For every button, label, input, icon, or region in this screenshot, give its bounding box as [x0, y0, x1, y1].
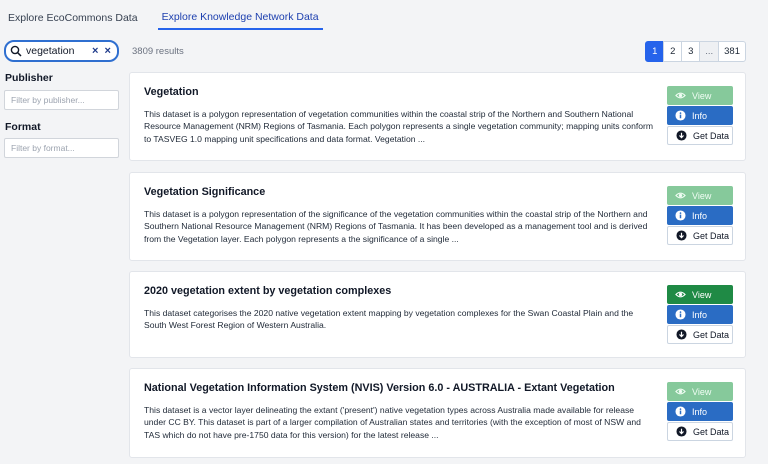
info-icon — [675, 309, 686, 320]
dataset-card — [129, 72, 746, 161]
page-button-2[interactable]: 2 — [663, 41, 682, 62]
download-icon — [676, 426, 687, 437]
download-icon — [676, 130, 687, 141]
get-data-button[interactable] — [667, 325, 733, 344]
dataset-actions — [667, 285, 733, 345]
format-filter-label: Format — [5, 121, 41, 133]
view-button[interactable] — [667, 86, 733, 105]
eye-icon — [675, 386, 686, 397]
eye-icon — [675, 90, 686, 101]
page-button-last[interactable]: 381 — [718, 41, 746, 62]
view-button-label: View — [692, 90, 712, 101]
info-button-label: Info — [692, 210, 708, 221]
view-button[interactable] — [667, 285, 733, 304]
view-button-label: View — [692, 289, 712, 300]
dataset-actions — [667, 186, 733, 246]
search-input[interactable] — [26, 45, 86, 57]
get-data-button[interactable] — [667, 422, 733, 441]
view-button[interactable] — [667, 382, 733, 401]
dataset-title[interactable]: Vegetation — [144, 86, 199, 98]
view-button-label: View — [692, 190, 712, 201]
dataset-title[interactable]: 2020 vegetation extent by vegetation complexes — [144, 285, 392, 297]
page-ellipsis: ... — [699, 41, 719, 62]
dataset-actions — [667, 86, 733, 146]
close-search-icon[interactable]: × — [104, 45, 111, 57]
tab-explore-ecocommons-data[interactable]: Explore EcoCommons Data — [8, 12, 138, 24]
dataset-card — [129, 172, 746, 261]
dataset-description: This dataset is a polygon representation of the significance of the vegetation communities within the coastal strip of the Northern and Southern National Resource Management (NRM) Regions of Tasmania. It has been developed as a management tool and is derived from the Vegetation layer. Each polygon represents a the significance of a single ... — [144, 209, 648, 244]
publisher-filter-input[interactable] — [4, 90, 119, 110]
page-button-3[interactable]: 3 — [681, 41, 700, 62]
dataset-title[interactable]: Vegetation Significance — [144, 186, 266, 198]
search-box — [4, 40, 119, 62]
results-count: 3809 results — [132, 46, 184, 57]
view-button-label: View — [692, 386, 712, 397]
info-button[interactable] — [667, 305, 733, 324]
info-button-label: Info — [692, 309, 708, 320]
publisher-filter-label: Publisher — [5, 72, 53, 84]
data-source-tabs — [0, 0, 768, 30]
get-data-button-label: Get Data — [693, 329, 730, 340]
get-data-button-label: Get Data — [693, 130, 730, 141]
dataset-card — [129, 368, 746, 458]
tab-explore-knowledge-network-data[interactable]: Explore Knowledge Network Data — [158, 11, 323, 30]
info-button[interactable] — [667, 206, 733, 225]
info-icon — [675, 210, 686, 221]
pagination — [646, 41, 746, 62]
eye-icon — [675, 289, 686, 300]
get-data-button-label: Get Data — [693, 426, 730, 437]
get-data-button-label: Get Data — [693, 230, 730, 241]
get-data-button[interactable] — [667, 126, 733, 145]
page-button-1[interactable]: 1 — [645, 41, 664, 62]
search-icon — [10, 45, 22, 57]
download-icon — [676, 230, 687, 241]
info-button[interactable] — [667, 106, 733, 125]
info-button[interactable] — [667, 402, 733, 421]
download-icon — [676, 329, 687, 340]
dataset-card — [129, 271, 746, 358]
dataset-description: This dataset is a polygon representation of vegetation communities within the coastal strip of the Northern and Southern National Resource Management (NRM) Regions of Tasmania. Each polygon represents a single vegetation community; mapping units conform to TASVEG 1.0 mapping unit specifications and data format. Vegetation ... — [144, 109, 654, 144]
clear-search-icon[interactable]: × — [92, 45, 99, 57]
dataset-title[interactable]: National Vegetation Information System (NVIS) Version 6.0 - AUSTRALIA - Extant Vegetation — [144, 382, 615, 394]
info-icon — [675, 110, 686, 121]
info-icon — [675, 406, 686, 417]
dataset-actions — [667, 382, 733, 442]
dataset-description: This dataset is a vector layer delineating the extant ('present') native vegetation types across Australia made available for release under CC BY. This dataset is part of a larger compilation of Australian states and territories (with the exception of most of NSW and TAS which do not have pre-1750 data for this version) for the latest release ... — [144, 405, 641, 440]
info-button-label: Info — [692, 406, 708, 417]
format-filter-input[interactable] — [4, 138, 119, 158]
info-button-label: Info — [692, 110, 708, 121]
view-button[interactable] — [667, 186, 733, 205]
get-data-button[interactable] — [667, 226, 733, 245]
dataset-description: This dataset categorises the 2020 native vegetation extent mapping by vegetation complexes for the Swan Coastal Plain and the South West Forest Region of Western Australia. — [144, 308, 634, 331]
eye-icon — [675, 190, 686, 201]
